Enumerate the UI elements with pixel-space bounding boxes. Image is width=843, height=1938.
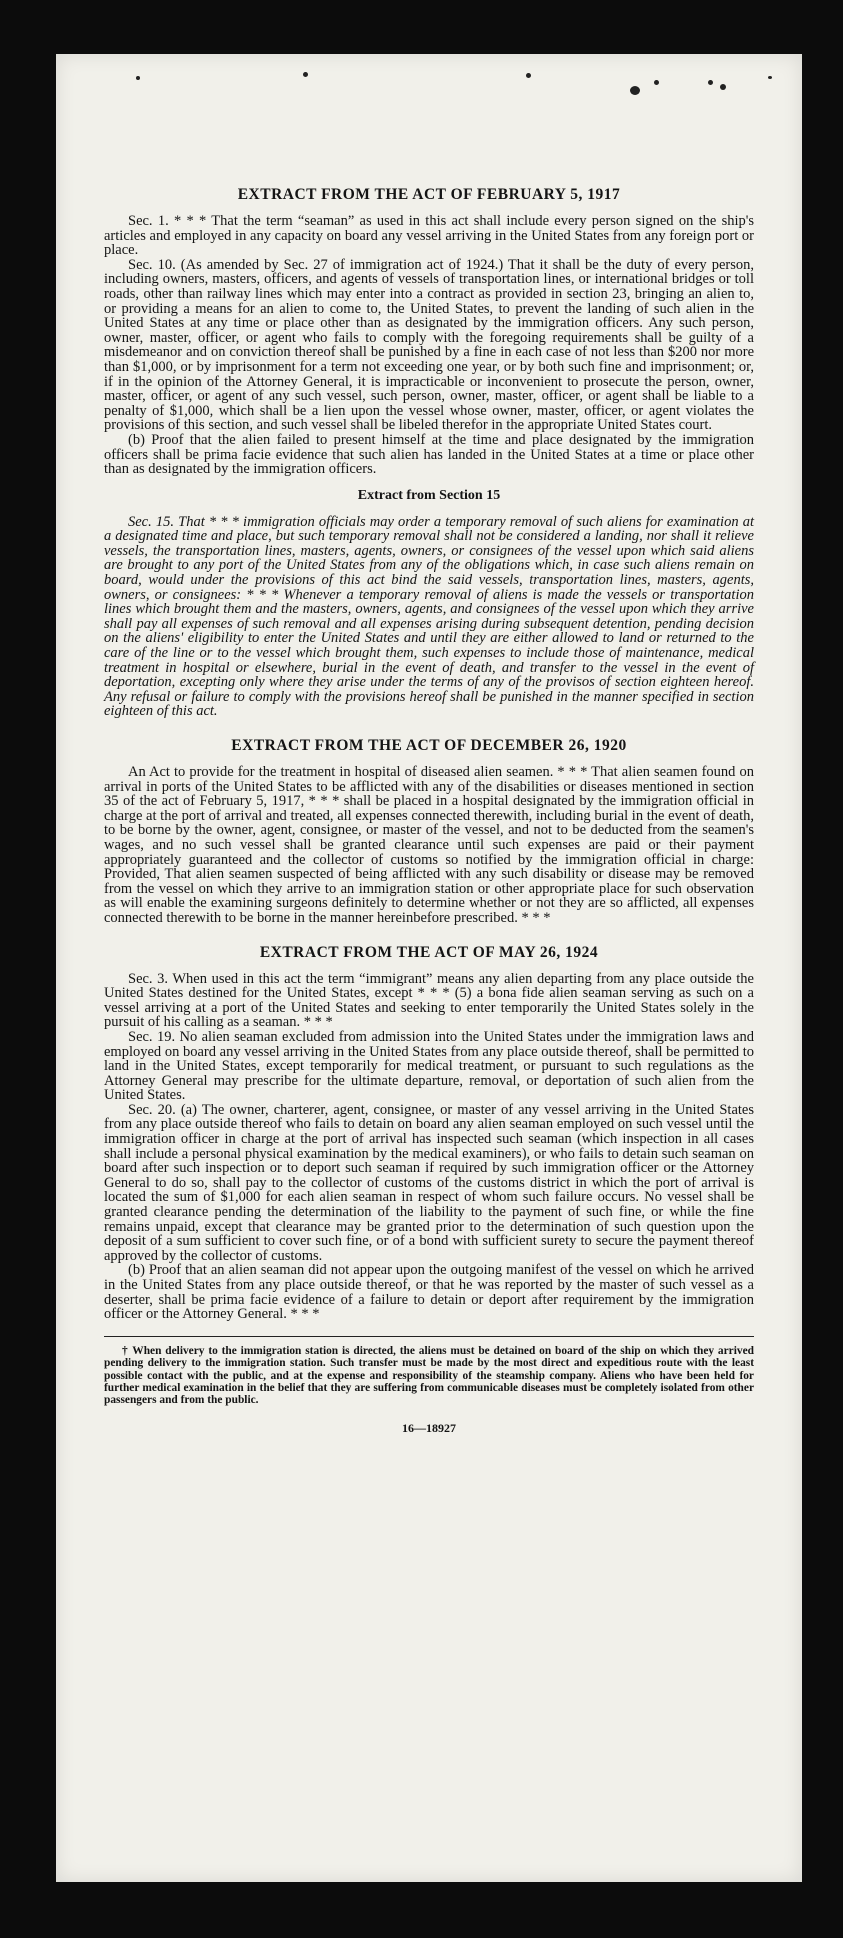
- section-subheading: Extract from Section 15: [357, 487, 501, 503]
- section-heading: EXTRACT FROM THE ACT OF DECEMBER 26, 1920: [231, 737, 627, 754]
- paragraph: (b) Proof that an alien seaman did not appear upon the outgoing manifest of the vessel on which he arrived in the United States from any place outside thereof, or that he was reported by the master of such vessel as a deserter, shall be prima facie evidence of a failure to detain or deport after requirement by the immigration officer or the Attorney General. * * *: [104, 1262, 754, 1323]
- page-number: 16—18927: [402, 1420, 456, 1435]
- footnote-divider: [104, 1336, 754, 1337]
- footnote: † When delivery to the immigration station is directed, the aliens must be detained on board of the ship on which they arrived pending delivery to the immigration station. Such transfer must be made by the most direct and expeditious route with the least possible contact with the public, and at the expense and responsibility of the steamship company. Aliens who have been held for further medical examination in the belief that they are suffering from communicable diseases must be completely isolated from other passengers and from the public.: [104, 1344, 754, 1407]
- section-heading: EXTRACT FROM THE ACT OF MAY 26, 1924: [259, 943, 599, 961]
- scan-dot: [720, 84, 726, 90]
- paragraph: Sec. 19. No alien seaman excluded from admission into the United States under the immigration laws and employed on board any vessel arriving in the United States from any place outside thereof, shall be permitted to land in the United States, except temporarily for medical treatment, or pursuant to such regulations as the Attorney General may prescribe for the ultimate departure, removal, or deportation of such alien from the United States.: [104, 1028, 754, 1104]
- document-content: [104, 186, 754, 1436]
- paragraph: Sec. 1. * * * That the term “seaman” as used in this act shall include every person signed on the ship's articles and employed in any capacity on board any vessel arriving in the United States from any foreign port or place.: [104, 213, 754, 259]
- scan-dot: [630, 86, 640, 95]
- document-page: [56, 54, 802, 1882]
- scan-marks: [56, 54, 802, 134]
- scan-dot: [708, 80, 713, 85]
- scan-dot: [654, 80, 659, 85]
- paragraph: An Act to provide for the treatment in hospital of diseased alien seamen. * * * That alien seamen found on arrival in ports of the United States to be afflicted with any of the disabilities or diseases mentioned in section 35 of the act of February 5, 1917, * * * shall be placed in a hospital designated by the immigration official in charge at the port of arrival and treated, all expenses connected therewith, including burial in the event of death, to be borne by the owner, agent, consignee, or master of the vessel, and not to be deducted from the seamen's wages, and no such vessel shall be granted clearance until such expenses are paid or their payment appropriately guaranteed and the collector of customs so notified by the immigration official in charge: Provided, That alien seamen suspected of being afflicted with any such disability or disease may be removed from the vessel on which they arrive to an immigration station or other appropriate place for such observation as will enable the examining surgeons definitely to determine whether or not they are so afflicted, all expenses connected therewith to be borne in the manner hereinbefore prescribed. * * *: [104, 764, 754, 926]
- paragraph: Sec. 15. That * * * immigration officials may order a temporary removal of such aliens for examination at a designated time and place, but such temporary removal shall not be considered a landing, nor shall it relieve vessels, the transportation lines, masters, agents, owners, or consignees of the vessel upon which said aliens are brought to any port of the United States from any of the obligations which, in case such aliens remain on board, would under the provisions of this act bind the said vessels, transportation lines, masters, agents, owners, or consignees: * * * Whenever a temporary removal of aliens is made the vessels or transportation lines which brought them and the masters, owners, agents, and consignees of the vessel upon which they arrive shall pay all expenses of such removal and all expenses arising during subsequent detention, pending decision on the aliens' eligibility to enter the United States and until they are either allowed to land or returned to the care of the line or to the vessel which brought them, such expenses to include those of maintenance, medical treatment in hospital or elsewhere, burial in the event of death, and transfer to the vessel in the event of deportation, excepting only where they arise under the terms of any of the provisos of section eighteen hereof. Any refusal or failure to comply with the provisions hereof shall be punished in the manner specified in section eighteen of this act.: [104, 513, 754, 720]
- paragraph: Sec. 3. When used in this act the term “immigrant” means any alien departing from any place outside the United States destined for the United States, except * * * (5) a bona fide alien seaman serving as such on a vessel arriving at a port of the United States and seeking to enter temporarily the United States solely in the pursuit of his calling as a seaman. * * *: [104, 970, 754, 1031]
- section-heading: EXTRACT FROM THE ACT OF FEBRUARY 5, 1917: [237, 186, 621, 203]
- scan-dot: [526, 73, 531, 78]
- scan-dot: [303, 72, 308, 77]
- scan-dot: [768, 76, 772, 79]
- paragraph: Sec. 10. (As amended by Sec. 27 of immigration act of 1924.) That it shall be the duty of every person, including owners, masters, officers, and agents of vessels of transportation lines, or international bridges or toll roads, other than railway lines which may enter into a contract as provided in section 23, bringing an alien to, or providing a means for an alien to come to, the United States, to prevent the landing of such alien in the United States at any time or place other than as designated by the immigration officers. Any such person, owner, master, officer, or agent who fails to comply with the foregoing requirements shall be guilty of a misdemeanor and on conviction thereof shall be punished by a fine in each case of not less than $200 nor more than $1,000, or by imprisonment for a term not exceeding one year, or by both such fine and imprisonment; or, if in the opinion of the Attorney General, it is impracticable or inconvenient to prosecute the person, owner, master, officer, or agent of any such vessel, such person, owner, master, officer, or agent shall be liable to a penalty of $1,000, which shall be a lien upon the vessel whose owner, master, officer, or agent violates the provisions of this section, and such vessel shall be libeled therefor in the appropriate United States court.: [104, 256, 754, 434]
- paragraph: (b) Proof that the alien failed to present himself at the time and place designated by the immigration officers shall be prima facie evidence that such alien has landed in the United States at a time or place other than as designated by the immigration officers.: [104, 431, 754, 478]
- scan-dot: [136, 76, 140, 80]
- paragraph: Sec. 20. (a) The owner, charterer, agent, consignee, or master of any vessel arriving in the United States from any place outside thereof who fails to detain on board any alien seaman employed on such vessel until the immigration officer in charge at the port of arrival has inspected such seaman (which inspection in all cases shall include a personal physical examination by the medical examiners), or who fails to detain such seaman on board after such inspection or to deport such seaman if required by such immigration officer or the Attorney General to do so, shall pay to the collector of customs of the customs district in which the port of arrival is located the sum of $1,000 for each alien seaman in respect of whom such failure occurs. No vessel shall be granted clearance pending the determination of the liability to the payment of such fine, or while the fine remains unpaid, except that clearance may be granted prior to the determination of such question upon the deposit of a sum sufficient to cover such fine, or of a bond with sufficient surety to secure the payment thereof approved by the collector of customs.: [104, 1101, 754, 1264]
